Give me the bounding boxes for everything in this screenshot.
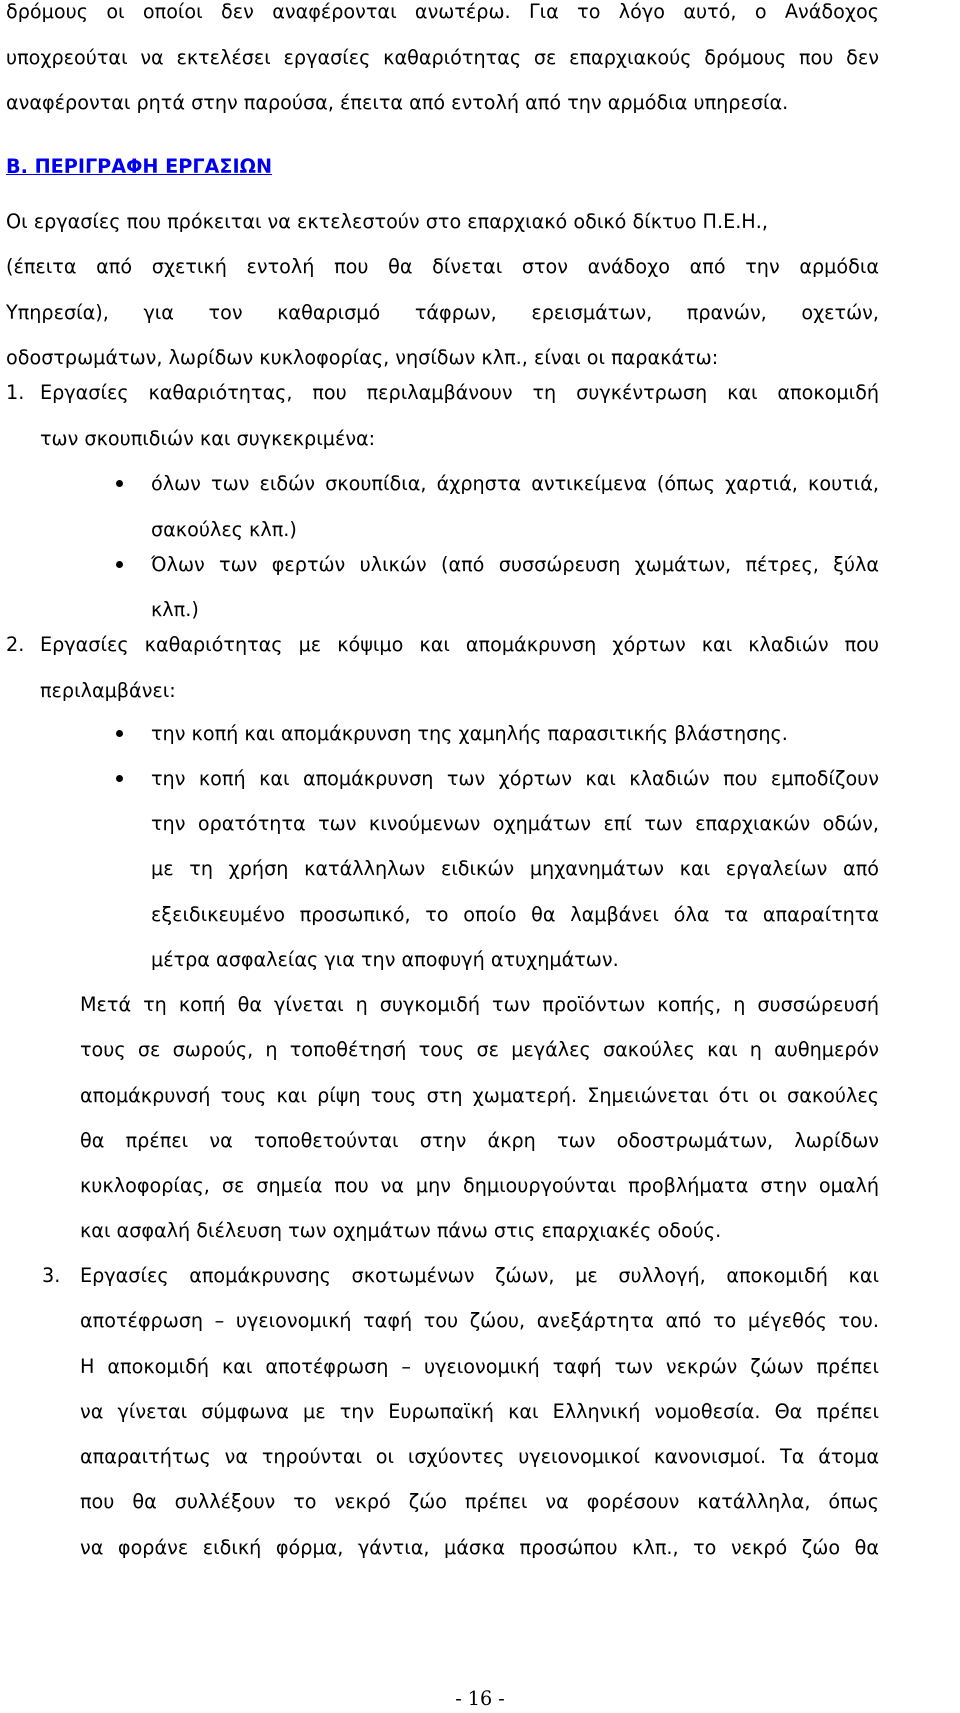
item2-bullet2-line-1: την κοπή και απομάκρυνση των χόρτων και κλαδιών που εμποδίζουν [151,767,879,790]
bullet-icon [116,480,123,487]
item1-bullet1-line-2: σακούλες κλπ.) [151,518,297,541]
item2-after-line-1: Μετά τη κοπή θα γίνεται η συγκομιδή των προϊόντων κοπής, η συσσώρευσή [80,993,879,1016]
item2-line-2: περιλαμβάνει: [40,679,176,702]
item1-line-1: Εργασίες καθαριότητας, που περιλαμβάνουν τη συγκέντρωση και αποκομιδή [40,381,879,404]
item2-after-line-5: κυκλοφορίας, σε σημεία που να μην δημιουργούνται προβλήματα στην ομαλή [80,1174,879,1197]
item3-line-2: αποτέφρωση – υγειονομική ταφή του ζώου, ανεξάρτητα από το μέγεθός του. [80,1309,879,1332]
item3-line-6: που θα συλλέξουν το νεκρό ζώο πρέπει να φορέσουν κατάλληλα, όπως [80,1490,879,1513]
item2-bullet2-line-3: με τη χρήση κατάλληλων ειδικών μηχανημάτων και εργαλείων από [151,857,879,880]
bullet-icon [116,775,123,782]
item2-number: 2. [6,633,25,656]
section-intro-line-4: οδοστρωμάτων, λωρίδων κυκλοφορίας, νησίδων κλπ., είναι οι παρακάτω: [6,346,719,369]
item3-line-5: απαραιτήτως να τηρούνται οι ισχύοντες υγειονομικοί κανονισμοί. Τα άτομα [80,1445,879,1468]
intro-line-2: υποχρεούται να εκτελέσει εργασίες καθαριότητας σε επαρχιακούς δρόμους που δεν [6,46,879,69]
item2-bullet2-line-2: την ορατότητα των κινούμενων οχημάτων επί των επαρχιακών οδών, [151,812,879,835]
item2-after-line-6: και ασφαλή διέλευση των οχημάτων πάνω στις επαρχιακές οδούς. [80,1219,722,1242]
section-heading: Β. ΠΕΡΙΓΡΑΦΗ ΕΡΓΑΣΙΩΝ [6,155,273,178]
item2-bullet2-line-5: μέτρα ασφαλείας για την αποφυγή ατυχημάτων. [151,948,619,971]
section-intro-line-1: Οι εργασίες που πρόκειται να εκτελεστούν στο επαρχιακό οδικό δίκτυο Π.Ε.Η., [6,210,768,233]
item3-line-4: να γίνεται σύμφωνα με την Ευρωπαϊκή και Ελληνική νομοθεσία. Θα πρέπει [80,1400,879,1423]
item1-bullet1-line-1: όλων των ειδών σκουπίδια, άχρηστα αντικείμενα (όπως χαρτιά, κουτιά, [151,472,879,495]
item2-bullet2-line-4: εξειδικευμένο προσωπικό, το οποίο θα λαμβάνει όλα τα απαραίτητα [151,903,879,926]
section-intro-line-3: Υπηρεσία), για τον καθαρισμό τάφρων, ερεισμάτων, πρανών, οχετών, [6,301,879,324]
section-intro-line-2: (έπειτα από σχετική εντολή που θα δίνεται στον ανάδοχο από την αρμόδια [6,255,879,278]
item2-after-line-3: απομάκρυνσή τους και ρίψη τους στη χωματερή. Σημειώνεται ότι οι σακούλες [80,1084,879,1107]
item2-after-line-2: τους σε σωρούς, η τοποθέτησή τους σε μεγάλες σακούλες και η αυθημερόν [80,1038,879,1061]
item2-after-line-4: θα πρέπει να τοποθετούνται στην άκρη των οδοστρωμάτων, λωρίδων [80,1129,879,1152]
intro-line-3: αναφέρονται ρητά στην παρούσα, έπειτα από εντολή από την αρμόδια υπηρεσία. [6,91,789,114]
item1-bullet2-line-2: κλπ.) [151,598,199,621]
item3-line-1: Εργασίες απομάκρυνσης σκοτωμένων ζώων, με συλλογή, αποκομιδή και [80,1264,879,1287]
item3-number: 3. [42,1264,61,1287]
intro-line-1: δρόμους οι οποίοι δεν αναφέρονται ανωτέρω. Για το λόγο αυτό, ο Ανάδοχος [6,0,879,23]
item1-line-2: των σκουπιδιών και συγκεκριμένα: [40,427,376,450]
bullet-icon [116,561,123,568]
bullet-icon [116,730,123,737]
item2-line-1: Εργασίες καθαριότητας με κόψιμο και απομάκρυνση χόρτων και κλαδιών που [40,633,879,656]
item3-line-7: να φοράνε ειδική φόρμα, γάντια, μάσκα προσώπου κλπ., το νεκρό ζώο θα [80,1536,879,1559]
item1-number: 1. [6,381,25,404]
item2-bullet1-line-1: την κοπή και απομάκρυνση της χαμηλής παρασιτικής βλάστησης. [151,722,788,745]
item1-bullet2-line-1: Όλων των φερτών υλικών (από συσσώρευση χωμάτων, πέτρες, ξύλα [151,553,879,576]
page-number: - 16 - [455,1687,505,1710]
item3-line-3: Η αποκομιδή και αποτέφρωση – υγειονομική ταφή των νεκρών ζώων πρέπει [80,1355,879,1378]
